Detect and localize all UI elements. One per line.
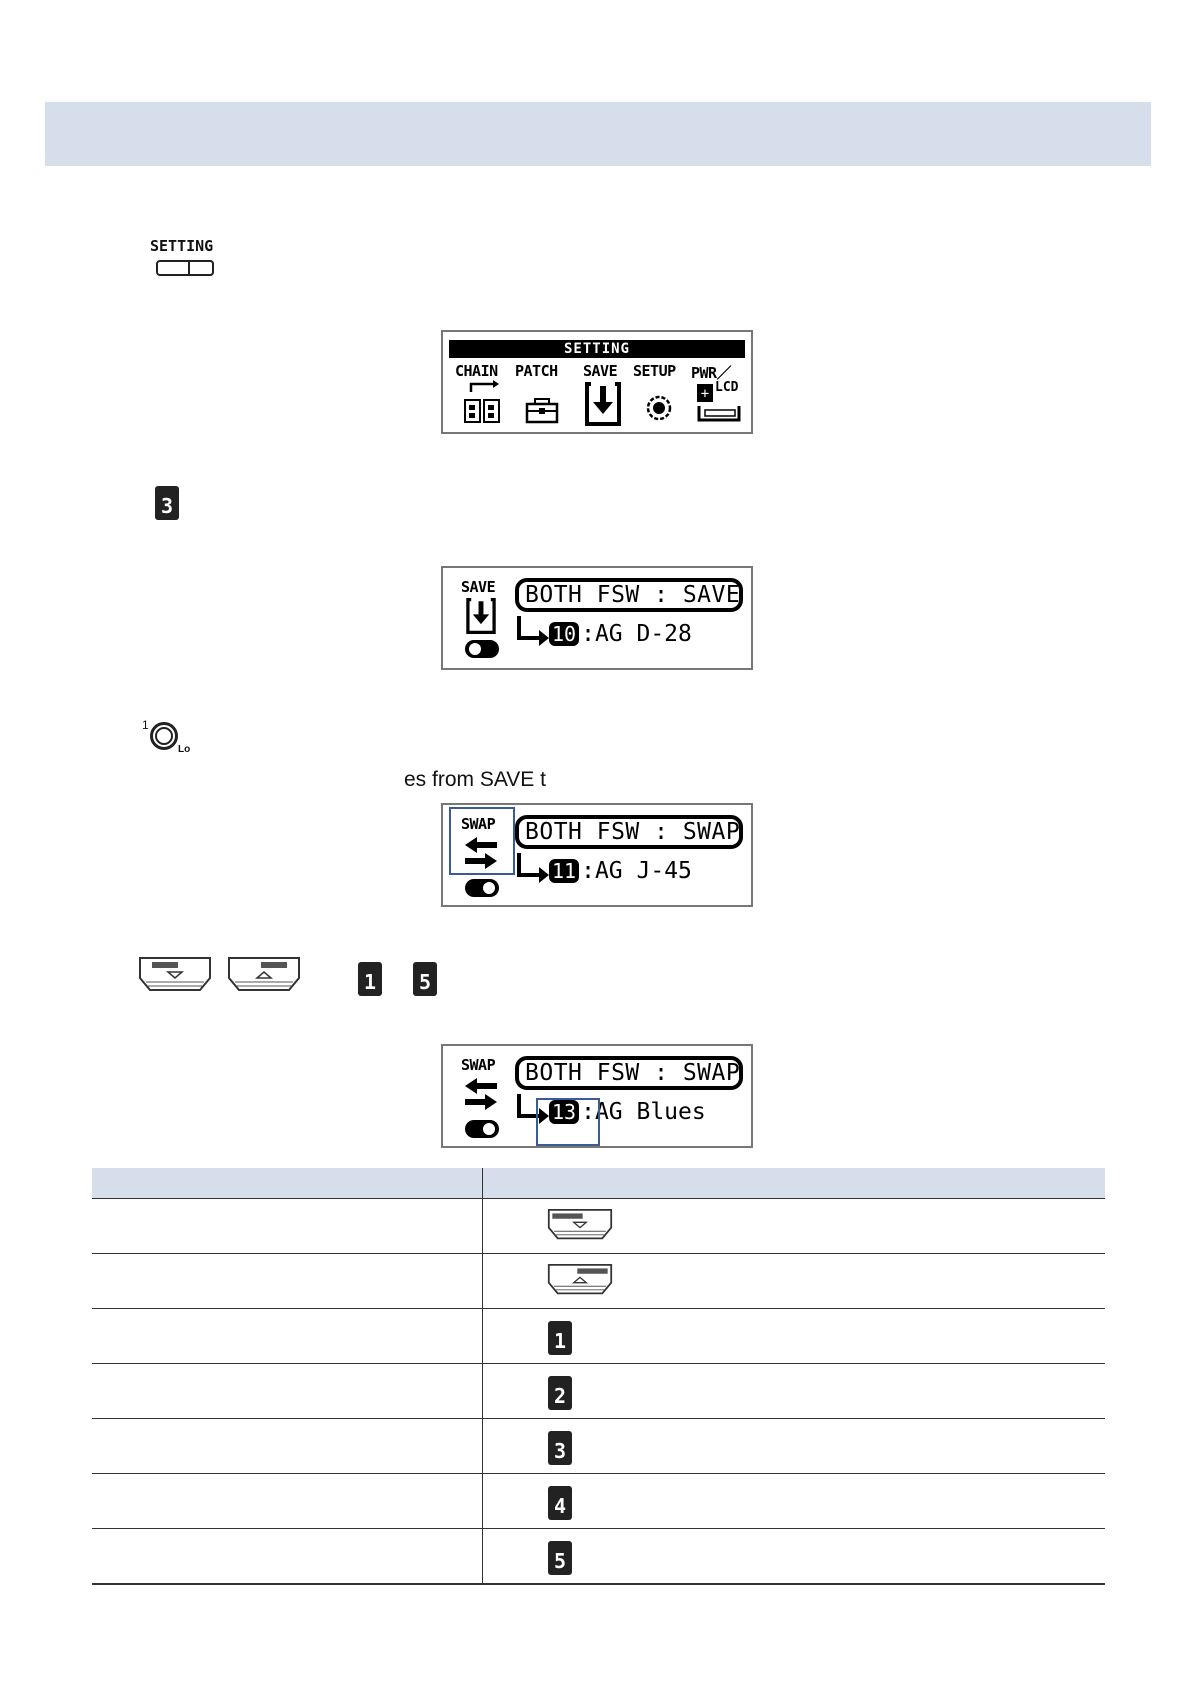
both-fsw-pill: BOTH FSW : SWAP — [515, 1056, 743, 1090]
memory-switch-3-icon: •••• 3 — [548, 1431, 572, 1465]
swap-arrows-icon — [463, 1076, 499, 1112]
side-label-swap: SWAP — [461, 1056, 496, 1074]
lcd-save-screen — [441, 566, 753, 670]
toggle-off-indicator — [465, 640, 499, 658]
table-row — [92, 1419, 1105, 1474]
side-label-save: SAVE — [461, 578, 496, 596]
side-label-swap: SWAP — [461, 815, 496, 833]
menu-label-setup: SETUP — [633, 362, 676, 380]
patch-name: :AG J-45 — [581, 858, 692, 884]
knob-sublabel: Lo — [178, 744, 191, 755]
return-arrow-icon — [515, 614, 551, 648]
table-row — [92, 1474, 1105, 1529]
section-header-band — [45, 102, 1151, 166]
lcd-setting-menu — [441, 330, 753, 434]
patch-number-highlight — [536, 1098, 600, 1146]
swap-icon-highlight — [449, 807, 515, 875]
patch-number: 13 — [549, 1100, 579, 1124]
svg-text:+: + — [700, 386, 710, 402]
patch-number: 10 — [549, 622, 579, 646]
toggle-on-indicator — [465, 879, 499, 897]
memory-switch-5-icon: •••• 5 — [548, 1541, 572, 1575]
gear-icon — [643, 392, 675, 424]
menu-label-patch: PATCH — [515, 362, 558, 380]
instruction-fragment: es from SAVE t — [404, 768, 546, 791]
table-header — [92, 1168, 1105, 1199]
menu-sublabel-lcd: LCD — [715, 380, 739, 395]
patch-number: 11 — [549, 859, 579, 883]
memory-switch-1-icon: •••• 1 — [548, 1321, 572, 1355]
chain-icon — [463, 380, 503, 426]
footswitch-down-icon — [547, 1207, 613, 1243]
table-row — [92, 1364, 1105, 1419]
memory-switch-3-icon: •••• 3 — [155, 486, 179, 520]
toggle-on-indicator — [465, 1120, 499, 1138]
both-fsw-pill: BOTH FSW : SAVE — [515, 578, 743, 612]
footswitch-down-icon — [138, 956, 212, 994]
both-fsw-pill: BOTH FSW : SWAP — [515, 815, 743, 849]
table-row — [92, 1529, 1105, 1585]
memory-switch-1-icon: •••• 1 — [358, 962, 382, 996]
footswitch-up-icon — [547, 1262, 613, 1298]
lcd-title: SETTING — [449, 340, 745, 358]
knob-number: 1 — [142, 718, 149, 732]
menu-label-save: SAVE — [583, 362, 618, 380]
table-row — [92, 1309, 1105, 1364]
knob-1-icon — [142, 718, 194, 758]
setting-button-label: SETTING — [150, 237, 214, 255]
return-arrow-icon — [515, 851, 551, 885]
function-table — [92, 1168, 1105, 1585]
patch-icon — [525, 398, 559, 424]
menu-label-pwr: PWR／ — [691, 364, 732, 382]
memory-switch-2-icon: •••• 2 — [548, 1376, 572, 1410]
table-row — [92, 1199, 1105, 1254]
table-row — [92, 1254, 1105, 1309]
setting-button-icon — [150, 238, 220, 280]
save-icon — [585, 382, 621, 426]
memory-switch-5-icon: •••• 5 — [413, 962, 437, 996]
footswitch-up-icon — [227, 956, 301, 994]
menu-label-chain: CHAIN — [455, 362, 498, 380]
power-lcd-icon — [695, 380, 741, 426]
patch-name: :AG Blues — [581, 1099, 706, 1125]
memory-switch-4-icon: •••• 4 — [548, 1486, 572, 1520]
patch-name: :AG D-28 — [581, 621, 692, 647]
save-icon — [463, 598, 499, 634]
